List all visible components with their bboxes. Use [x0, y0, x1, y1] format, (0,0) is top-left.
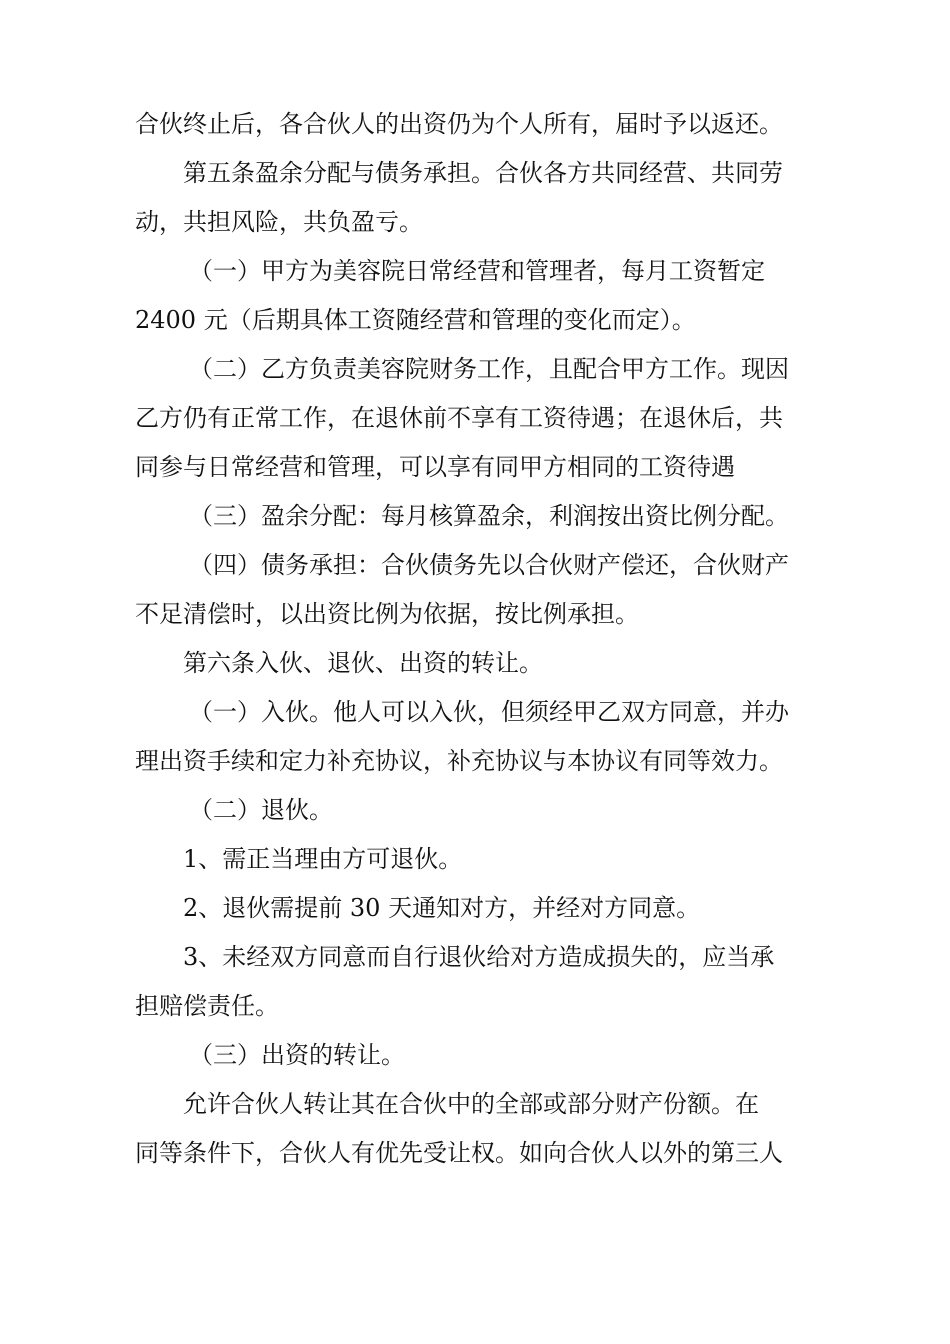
text-line: （二）退伙。 — [189, 796, 333, 824]
text-line: （三）盈余分配：每月核算盈余，利润按出资比例分配。 — [189, 502, 789, 530]
text-line: （四）债务承担：合伙债务先以合伙财产偿还，合伙财产 — [189, 551, 789, 579]
text-line: （二）乙方负责美容院财务工作，且配合甲方工作。现因 — [189, 355, 789, 383]
text-line: 动，共担风险，共负盈亏。 — [135, 208, 423, 236]
text-line: （一）入伙。他人可以入伙，但须经甲乙双方同意，并办 — [189, 698, 789, 726]
text-line: 第五条盈余分配与债务承担。合伙各方共同经营、共同劳 — [183, 159, 783, 187]
text-line: 3、未经双方同意而自行退伙给对方造成损失的，应当承 — [183, 943, 775, 971]
text-line: 担赔偿责任。 — [135, 992, 279, 1020]
text-line: 2、退伙需提前 30 天通知对方，并经对方同意。 — [183, 894, 701, 922]
document-body — [135, 100, 825, 1178]
text-line: 允许合伙人转让其在合伙中的全部或部分财产份额。在 — [183, 1090, 759, 1118]
text-line: 2400 元（后期具体工资随经营和管理的变化而定）。 — [135, 306, 696, 334]
text-line: 乙方仍有正常工作，在退休前不享有工资待遇；在退休后，共 — [135, 404, 783, 432]
text-line: 1、需正当理由方可退伙。 — [183, 845, 463, 873]
text-line: 理出资手续和定力补充协议，补充协议与本协议有同等效力。 — [135, 747, 783, 775]
text-line: 第六条入伙、退伙、出资的转让。 — [183, 649, 543, 677]
text-line: 合伙终止后，各合伙人的出资仍为个人所有，届时予以返还。 — [135, 110, 783, 138]
text-line: 同等条件下，合伙人有优先受让权。如向合伙人以外的第三人 — [135, 1139, 783, 1167]
text-line: 不足清偿时，以出资比例为依据，按比例承担。 — [135, 600, 639, 628]
text-line: 同参与日常经营和管理，可以享有同甲方相同的工资待遇 — [135, 453, 735, 481]
text-line: （三）出资的转让。 — [189, 1041, 405, 1069]
text-line: （一）甲方为美容院日常经营和管理者，每月工资暂定 — [189, 257, 765, 285]
